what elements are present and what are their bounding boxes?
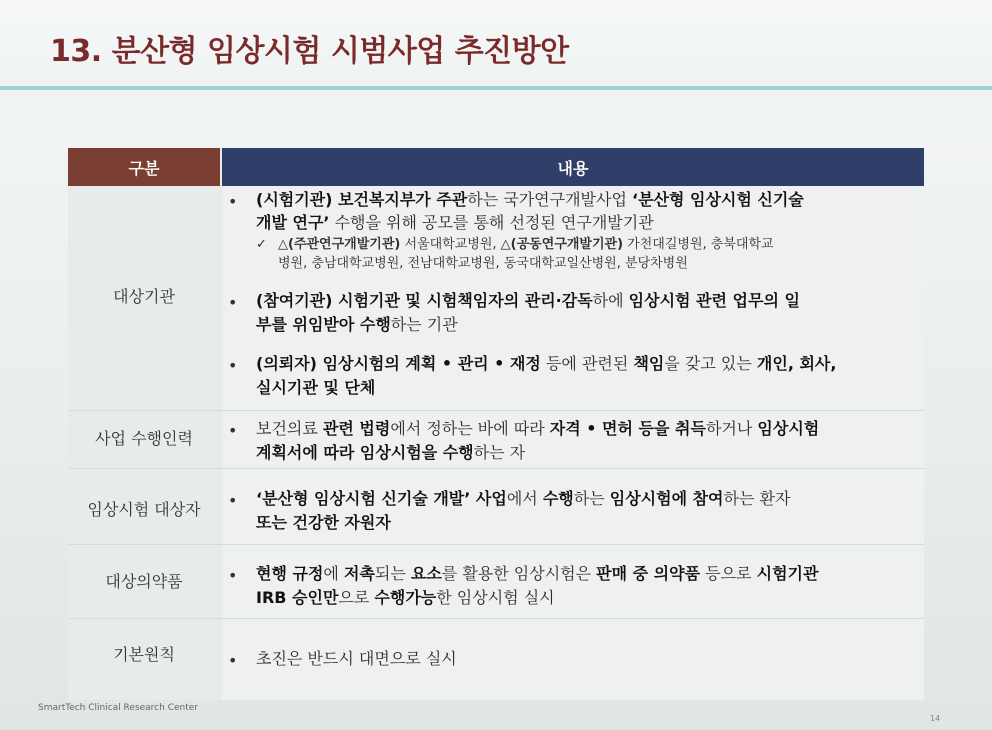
plain-text: 에서 bbox=[506, 489, 543, 508]
row-divider bbox=[68, 410, 924, 411]
plain-text: 보건의료 bbox=[256, 419, 323, 438]
footer-org: SmartTech Clinical Research Center bbox=[38, 703, 198, 713]
emphasis-text: 시험기관 bbox=[756, 564, 819, 583]
bullet: • bbox=[228, 566, 238, 585]
emphasis-text: 부를 위임받아 수행 bbox=[256, 315, 391, 334]
emphasis-text: 저촉 bbox=[343, 564, 375, 583]
title-divider bbox=[0, 86, 992, 90]
emphasis-text: 요소 bbox=[410, 564, 442, 583]
emphasis-text: (시험기관) 보건복지부가 주관 bbox=[256, 190, 468, 209]
content-text bbox=[256, 314, 920, 336]
plain-text: 를 활용한 임상시험은 bbox=[441, 564, 597, 583]
content-text bbox=[256, 648, 920, 670]
row-category-principle: 기본원칙 bbox=[113, 645, 175, 664]
sub-text-continued: 병원, 충남대학교병원, 전남대학교병원, 동국대학교일산병원, 분당차병원 bbox=[278, 256, 688, 271]
plain-text: 한 임상시험 실시 bbox=[436, 588, 555, 607]
bullet: • bbox=[228, 421, 238, 440]
plain-text: 에 bbox=[323, 564, 344, 583]
plain-text: 되는 bbox=[374, 564, 411, 583]
emphasis-text: ‘분산형 임상시험 신기술 개발’ 사업 bbox=[256, 489, 507, 508]
plain-text: 가천대길병원, 충북대학교 bbox=[623, 237, 774, 252]
emphasis-text: ‘분산형 임상시험 신기술 bbox=[631, 190, 804, 209]
header-content: 내용 bbox=[222, 148, 924, 186]
emphasis-text: 임상시험 bbox=[757, 419, 820, 438]
content-text bbox=[256, 587, 920, 609]
plain-text: 등으로 bbox=[700, 564, 757, 583]
plain-text: 초진은 반드시 대면으로 실시 bbox=[256, 649, 457, 668]
plain-text: 하는 자 bbox=[473, 443, 526, 462]
row-category-target-institution: 대상기관 bbox=[113, 287, 175, 306]
emphasis-text: 실시기관 및 단체 bbox=[256, 378, 376, 397]
slide-title: 13. 분산형 임상시험 시범사업 추진방안 bbox=[50, 34, 569, 69]
plain-text: 하는 국가연구개발사업 bbox=[467, 190, 632, 209]
bullet: • bbox=[228, 356, 238, 375]
emphasis-text: (의뢰자) 임상시험의 계획 • 관리 • 재정 bbox=[256, 354, 541, 373]
row-category-subjects: 임상시험 대상자 bbox=[87, 500, 201, 519]
content-text bbox=[256, 512, 920, 534]
sub-text bbox=[278, 237, 774, 252]
row-divider bbox=[68, 618, 924, 619]
plain-text: 등에 관련된 bbox=[540, 354, 634, 373]
emphasis-text: 계획서에 따라 임상시험을 수행 bbox=[256, 443, 474, 462]
plain-text: 서울대학교병원, bbox=[400, 237, 501, 252]
row-divider bbox=[68, 468, 924, 469]
bullet: • bbox=[228, 192, 238, 211]
header-category: 구분 bbox=[68, 148, 220, 186]
emphasis-text: 현행 규정 bbox=[256, 564, 324, 583]
content-text bbox=[256, 189, 920, 211]
emphasis-text: 임상시험에 참여 bbox=[609, 489, 724, 508]
content-text bbox=[256, 353, 920, 375]
emphasis-text: △(주관연구개발기관) bbox=[278, 237, 401, 252]
emphasis-text: 수행가능 bbox=[374, 588, 437, 607]
emphasis-text: (참여기관) 시험기관 및 시험책임자의 관리·감독 bbox=[256, 291, 593, 310]
emphasis-text: 개인, 회사, bbox=[756, 354, 837, 373]
check-icon: ✓ bbox=[256, 237, 267, 252]
row-category-drug: 대상의약품 bbox=[105, 572, 183, 591]
bullet: • bbox=[228, 293, 238, 312]
plain-text: 하는 기관 bbox=[390, 315, 458, 334]
emphasis-text: 개발 연구’ bbox=[256, 213, 330, 232]
sub-item bbox=[256, 236, 920, 254]
content-text bbox=[256, 563, 920, 585]
emphasis-text: 임상시험 관련 업무의 일 bbox=[628, 291, 800, 310]
emphasis-text: 또는 건강한 자원자 bbox=[256, 513, 391, 532]
emphasis-text: 책임 bbox=[633, 354, 665, 373]
bullet: • bbox=[228, 491, 238, 510]
content-text bbox=[256, 418, 920, 440]
plain-text: 으로 bbox=[338, 588, 375, 607]
content-text bbox=[256, 442, 920, 464]
content-text bbox=[256, 488, 920, 510]
plain-text: 을 갖고 있는 bbox=[664, 354, 757, 373]
plain-text: 에서 정하는 바에 따라 bbox=[390, 419, 550, 438]
emphasis-text: IRB 승인만 bbox=[256, 588, 339, 607]
emphasis-text: 관련 법령 bbox=[322, 419, 391, 438]
emphasis-text: 수행 bbox=[542, 489, 574, 508]
content-text bbox=[256, 377, 920, 399]
row-category-personnel: 사업 수행인력 bbox=[95, 429, 193, 448]
row-divider bbox=[68, 544, 924, 545]
plain-text: 하거나 bbox=[705, 419, 758, 438]
emphasis-text: 자격 • 면허 등을 취득 bbox=[549, 419, 706, 438]
emphasis-text: △(공동연구개발기관) bbox=[500, 237, 624, 252]
page-number: 14 bbox=[930, 714, 941, 723]
plain-text: 하는 bbox=[573, 489, 610, 508]
plain-text: 하에 bbox=[592, 291, 629, 310]
content-text bbox=[256, 212, 920, 234]
emphasis-text: 판매 중 의약품 bbox=[596, 564, 701, 583]
plain-text: 하는 환자 bbox=[723, 489, 791, 508]
content-text bbox=[256, 290, 920, 312]
plain-text: 수행을 위해 공모를 통해 선정된 연구개발기관 bbox=[329, 213, 654, 232]
bullet: • bbox=[228, 651, 238, 670]
